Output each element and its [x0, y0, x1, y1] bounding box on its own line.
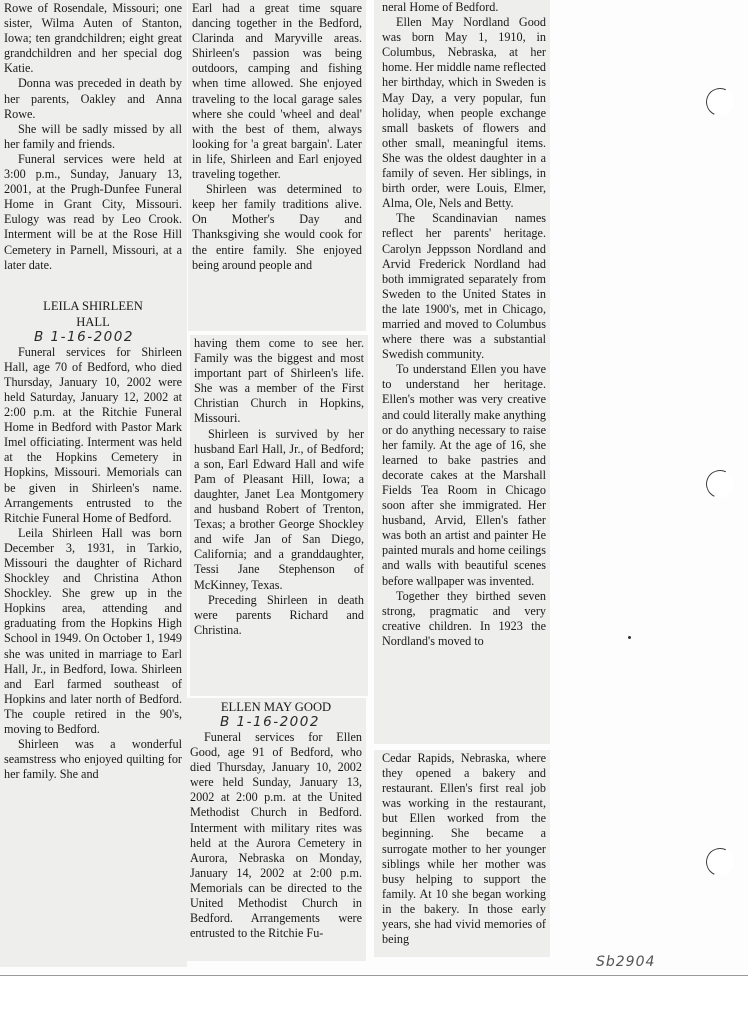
obituary-paragraph: Funeral services were held at 3:00 p.m., Sunday, January 13, 2001, at the Prugh-Dunfee Funeral Home in Grant City, Missouri. Eulogy was read by Leo Crook. Interment will be at the Rose Hill Cemetery in Parnell, Missouri, at a later date.	[4, 151, 182, 272]
handwritten-date: B 1-16-2002	[34, 328, 134, 345]
binder-hole	[702, 844, 738, 880]
obituary-paragraph: Leila Shirleen Hall was born December 3, 1931, in Tarkio, Missouri the daughter of Richard Shockley and Christina Athon Shockley. She grew up in the Hopkins area, attending and graduating from the Hopkins High School in 1949. On October 1, 1949 she was united in marriage to Earl Hall, Jr., in Bedford, Iowa. Shirleen and Earl farmed southeast of Hopkins and later north of Bedford. The couple retired in the 90's, moving to Bedford.	[4, 525, 182, 737]
binder-hole	[702, 466, 738, 502]
obituary-paragraph: To understand Ellen you have to understand her heritage. Ellen's mother was very creative and could literally make anything or do anything necessary to raise her family. At the age of 16, she learned to bake pastries and decorate cakes at the Marshall Fields Tea Room in Chicago soon after she immigrated. Her husband, Arvid, Ellen's father was both an artist and painter He painted murals and home ceilings and walls with beautiful scenes before wallpaper was invented.	[382, 362, 546, 588]
obituary-paragraph: Shirleen is survived by her husband Earl Hall, Jr., of Bedford; a son, Earl Edward Hall and wife Pam of Pleasant Hill, Iowa; a daughter, Janet Lea Montgomery and husband Robert of Trenton, Texas; a brother George Shockley and wife Jan of San Diego, California; and a granddaughter, Tessi Jane Stephenson of McKinney, Texas.	[194, 426, 364, 592]
obituary-paragraph: having them come to see her. Family was the biggest and most important part of Shirleen's life. She was a member of the First Christian Church in Hopkins, Missouri.	[194, 336, 364, 426]
obituary-paragraph: The Scandinavian names reflect her parents' heritage. Carolyn Jeppsson Nordland and Arvid Frederick Nordland had both immigrated separately from Sweden to the United States in the late 1900's, met in Chicago, married and moved to Columbus where there was a substantial Swedish community.	[382, 211, 546, 362]
obituary-paragraph: Rowe of Rosendale, Missouri; one sister, Wilma Auten of Stanton, Iowa; ten grandchildren; eight great grandchildren and her special dog Katie.	[4, 1, 182, 76]
clipping-column-3-top	[374, 0, 550, 744]
archive-stamp: Sb2904	[596, 954, 656, 970]
obituary-paragraph: Earl had a great time square dancing together in the Bedford, Clarinda and Maryville areas. Shirleen's passion was being outdoors, camping and fishing when time allowed. She enjoyed traveling to the local garage sales where she could 'wheel and deal' with the best of them, always looking for 'a great bargain'. Later in life, Shirleen and Earl enjoyed traveling together.	[192, 1, 362, 182]
obituary-paragraph: She will be sadly missed by all her family and friends.	[4, 121, 182, 151]
binder-hole	[702, 84, 738, 120]
obituary-heading: LEILA SHIRLEEN	[43, 298, 143, 313]
clipping-column-3-bottom	[374, 750, 550, 957]
obituary-paragraph: Cedar Rapids, Nebraska, where they opened a bakery and restaurant. Ellen's first real job was working in the restaurant, but Ellen worked from the beginning. She became a surrogate mother to her younger siblings while her mother was busy helping to support the family. At 10 she began working in the bakery. In those early years, she had vivid memories of being	[382, 751, 546, 947]
obituary-paragraph: Preceding Shirleen in death were parents Richard and Christina.	[194, 592, 364, 637]
obituary-paragraph: Shirleen was a wonderful seamstress who enjoyed quilting for her family. She and	[4, 737, 182, 782]
obituary-heading: ELLEN MAY GOOD	[220, 700, 332, 714]
clipping-column-2-middle	[190, 335, 368, 696]
obituary-paragraph: Shirleen was determined to keep her family traditions alive. On Mother's Day and Thanksgiving she would cook for the entire family. She enjoyed being around people and	[192, 182, 362, 272]
clipping-column-1	[0, 0, 187, 967]
clipping-column-2-top	[188, 0, 366, 331]
speck	[628, 636, 631, 639]
clipping-column-2-bottom	[186, 698, 366, 961]
obituary-heading: HALL	[76, 314, 110, 329]
obituary-paragraph: Donna was preceded in death by her parents, Oakley and Anna Rowe.	[4, 76, 182, 121]
handwritten-date: B 1-16-2002	[220, 714, 320, 730]
obituary-paragraph: neral Home of Bedford.	[382, 0, 499, 14]
obituary-paragraph: Together they birthed seven strong, pragmatic and very creative children. In 1923 the Nordland's moved to	[382, 588, 546, 648]
obituary-paragraph: Funeral services for Shirleen Hall, age 70 of Bedford, who died Thursday, January 10, 2002 were held Saturday, January 12, 2002 at 2:00 p.m. at the Ritchie Funeral Home in Bedford with Pastor Mark Imel officiating. Interment was held at the Hopkins Cemetery in Hopkins, Missouri. Memorials can be given in Shirleen's name. Arrangements entrusted to the Ritchie Funeral Home of Bedford.	[4, 344, 182, 525]
obituary-paragraph: Funeral services for Ellen Good, age 91 of Bedford, who died Thursday, January 10, 2002 were held Sunday, January 13, 2002 at 2:00 p.m. at the United Methodist Church in Bedford. Interment with military rites was held at the Aurora Cemetery in Aurora, Nebraska on Monday, January 14, 2002 at 2:00 p.m. Memorials can be directed to the United Methodist Church in Bedford. Arrangements were entrusted to the Ritchie Fu-	[190, 730, 362, 941]
obituary-paragraph: Ellen May Nordland Good was born May 1, 1910, in Columbus, Nebraska, at her home. Her middle name reflected her birthday, which in Sweden is May Day, a very popular, fun holiday, when people exchange small baskets of flowers and other small, meaningful items. She was the oldest daughter in a family of seven. Her siblings, in birth order, were Louis, Elmer, Alma, Ole, Nels and Betty.	[382, 15, 546, 211]
